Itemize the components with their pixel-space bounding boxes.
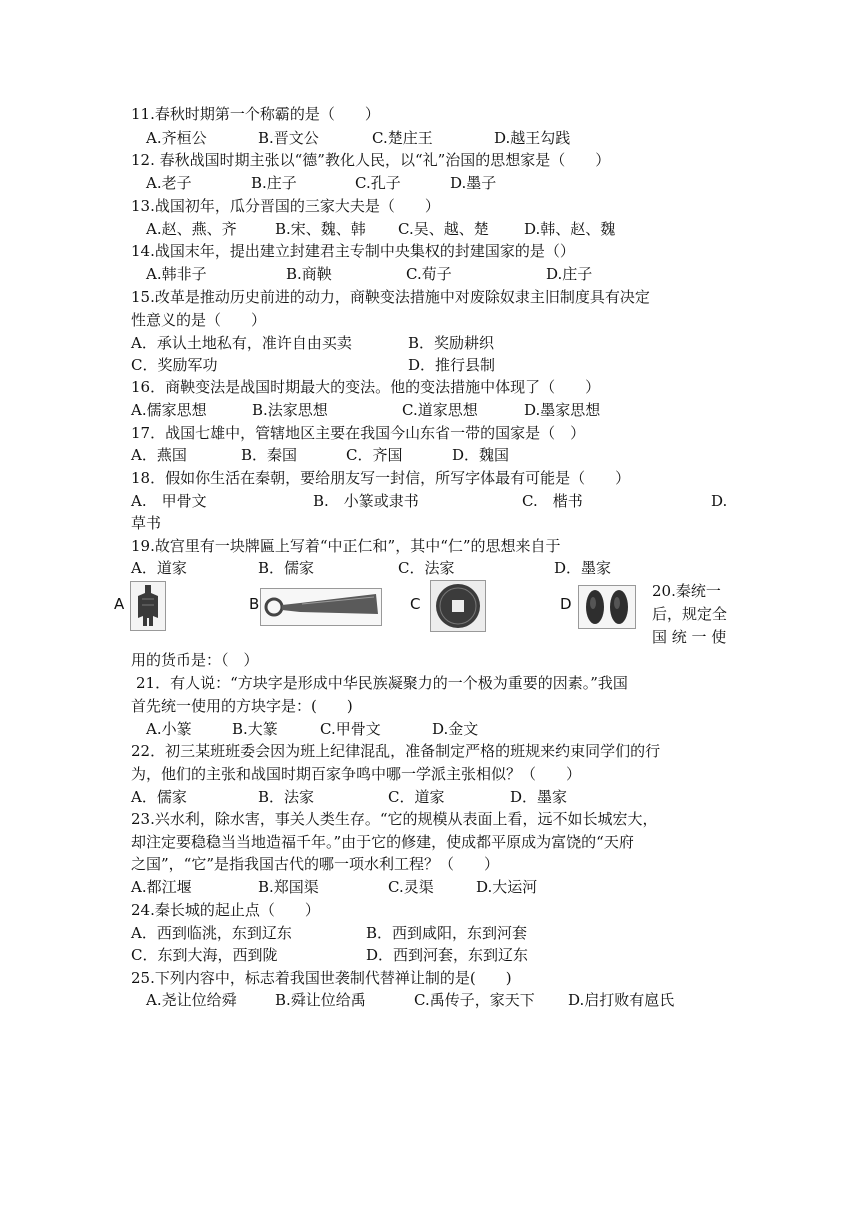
q22-option-b: B．法家 (258, 788, 315, 806)
q22-stem-line1: 22．初三某班班委会因为班上纪律混乱，准备制定严格的班规来约束同学们的行 (131, 742, 661, 760)
q22-option-a: A．儒家 (131, 788, 187, 806)
q22-option-c: C．道家 (388, 788, 445, 806)
q17-option-d: D．魏国 (452, 446, 510, 464)
q24-option-b: B．西到咸阳，东到河套 (366, 924, 528, 942)
q14-option-a: A.韩非子 (146, 265, 207, 283)
q20-stem-tail: 用的货币是：（ ） (131, 651, 259, 669)
q11-option-d: D.越王勾践 (494, 129, 571, 147)
q20-img-label-c: C (410, 595, 421, 613)
q18-stem: 18．假如你生活在秦朝，要给朋友写一封信，所写字体最有可能是（ ） (131, 469, 631, 487)
q12-option-b: B.庄子 (251, 174, 297, 192)
q15-option-d: D．推行县制 (408, 356, 496, 374)
q19-option-b: B．儒家 (258, 559, 315, 577)
q11-option-c: C.楚庄王 (372, 129, 433, 147)
q23-stem-line3: 之国”，“它”是指我国古代的哪一项水利工程？（ ） (131, 855, 500, 873)
q25-option-a: A.尧让位给舜 (146, 991, 237, 1009)
q23-option-b: B.郑国渠 (258, 878, 319, 896)
q17-option-a: A．燕国 (131, 446, 187, 464)
q21-option-b: B.大篆 (232, 720, 278, 738)
q13-option-b: B.宋、魏、韩 (275, 220, 366, 238)
q21-option-d: D.金文 (432, 720, 479, 738)
q21-option-a: A.小篆 (146, 720, 192, 738)
q12-option-d: D.墨子 (450, 174, 497, 192)
q17-option-b: B．秦国 (241, 446, 298, 464)
q21-stem-line2: 首先统一使用的方块字是：( ) (131, 697, 353, 715)
q18-option-d-letter: D. (711, 492, 728, 510)
q16-option-d: D.墨家思想 (524, 401, 601, 419)
q14-option-c: C.荀子 (406, 265, 452, 283)
q14-option-b: B.商鞅 (286, 265, 332, 283)
q21-option-c: C.甲骨文 (320, 720, 381, 738)
q14-stem: 14.战国末年，提出建立封建君主专制中央集权的封建国家的是（） (131, 242, 575, 260)
spade-coin-icon (130, 581, 166, 631)
q17-stem: 17．战国七雄中，管辖地区主要在我国今山东省一带的国家是（ ） (131, 424, 586, 442)
q18-option-d-text: 草书 (131, 514, 162, 532)
knife-coin-icon (260, 588, 382, 626)
q20-img-label-b: B (249, 595, 260, 613)
ant-nose-coin-icon (578, 585, 636, 629)
q13-option-a: A.赵、燕、齐 (146, 220, 237, 238)
q23-stem-line1: 23.兴水利，除水害，事关人类生存。“它的规模从表面上看，远不如长城宏大， (131, 810, 658, 828)
q21-stem-line1: 21．有人说：“方块字是形成中华民族凝聚力的一个极为重要的因素。”我国 (136, 674, 628, 692)
q25-option-b: B.舜让位给禹 (275, 991, 366, 1009)
q12-option-c: C.孔子 (355, 174, 401, 192)
round-coin-icon (430, 580, 486, 632)
q24-option-a: A．西到临洮，东到辽东 (131, 924, 292, 942)
q14-option-d: D.庄子 (546, 265, 593, 283)
q20-img-label-d: D (560, 595, 572, 613)
q25-option-c: C.禹传子，家天下 (414, 991, 535, 1009)
q12-option-a: A.老子 (146, 174, 192, 192)
q25-option-d: D.启打败有扈氏 (568, 991, 675, 1009)
q18-option-a: A. 甲骨文 (131, 492, 207, 510)
q15-stem-line2: 性意义的是（ ） (131, 311, 267, 329)
q24-stem: 24.秦长城的起止点（ ） (131, 901, 320, 919)
q15-stem-line1: 15.改革是推动历史前进的动力，商鞅变法措施中对废除奴隶主旧制度具有决定 (131, 288, 650, 306)
q16-option-c: C.道家思想 (402, 401, 478, 419)
q17-option-c: C．齐国 (346, 446, 403, 464)
q24-option-d: D．西到河套，东到辽东 (366, 946, 529, 964)
q20-stem-line2: 后，规定全 (652, 605, 728, 623)
q19-option-c: C．法家 (398, 559, 455, 577)
q16-option-a: A.儒家思想 (131, 401, 207, 419)
q23-option-a: A.都江堰 (131, 878, 192, 896)
q13-stem: 13.战国初年，瓜分晋国的三家大夫是（ ） (131, 197, 440, 215)
q24-option-c: C．东到大海，西到陇 (131, 946, 278, 964)
q13-option-d: D.韩、赵、魏 (524, 220, 616, 238)
q15-option-c: C．奖励军功 (131, 356, 218, 374)
q19-stem: 19.故宫里有一块牌匾上写着“中正仁和”，其中“仁”的思想来自于 (131, 537, 561, 555)
q11-option-a: A.齐桓公 (146, 129, 207, 147)
q23-stem-line2: 却注定要稳稳当当地造福千年。”由于它的修建，使成都平原成为富饶的“天府 (131, 833, 634, 851)
q19-option-d: D．墨家 (554, 559, 612, 577)
q13-option-c: C.吴、越、楚 (398, 220, 489, 238)
q12-stem: 12. 春秋战国时期主张以“德”教化人民，以“礼”治国的思想家是（ ） (131, 151, 611, 169)
q18-option-c: C. 楷书 (522, 492, 583, 510)
q22-stem-line2: 为，他们的主张和战国时期百家争鸣中哪一学派主张相似？（ ） (131, 765, 582, 783)
q18-option-b: B. 小篆或隶书 (313, 492, 419, 510)
q25-stem: 25.下列内容中，标志着我国世袭制代替禅让制的是( ) (131, 969, 512, 987)
q23-option-c: C.灵渠 (388, 878, 434, 896)
q11-option-b: B.晋文公 (258, 129, 319, 147)
q16-stem: 16．商鞅变法是战国时期最大的变法。他的变法措施中体现了（ ） (131, 378, 601, 396)
q19-option-a: A．道家 (131, 559, 187, 577)
q22-option-d: D．墨家 (510, 788, 568, 806)
q15-option-a: A．承认土地私有，准许自由买卖 (131, 334, 352, 352)
q20-stem-line1: 20.秦统一 (652, 582, 721, 600)
q23-option-d: D.大运河 (476, 878, 538, 896)
q20-stem-line3: 国 统 一 使 (652, 628, 727, 646)
q20-img-label-a: A (114, 595, 125, 613)
q16-option-b: B.法家思想 (252, 401, 328, 419)
q11-stem: 11.春秋时期第一个称霸的是（ ） (131, 105, 380, 123)
q15-option-b: B．奖励耕织 (408, 334, 495, 352)
